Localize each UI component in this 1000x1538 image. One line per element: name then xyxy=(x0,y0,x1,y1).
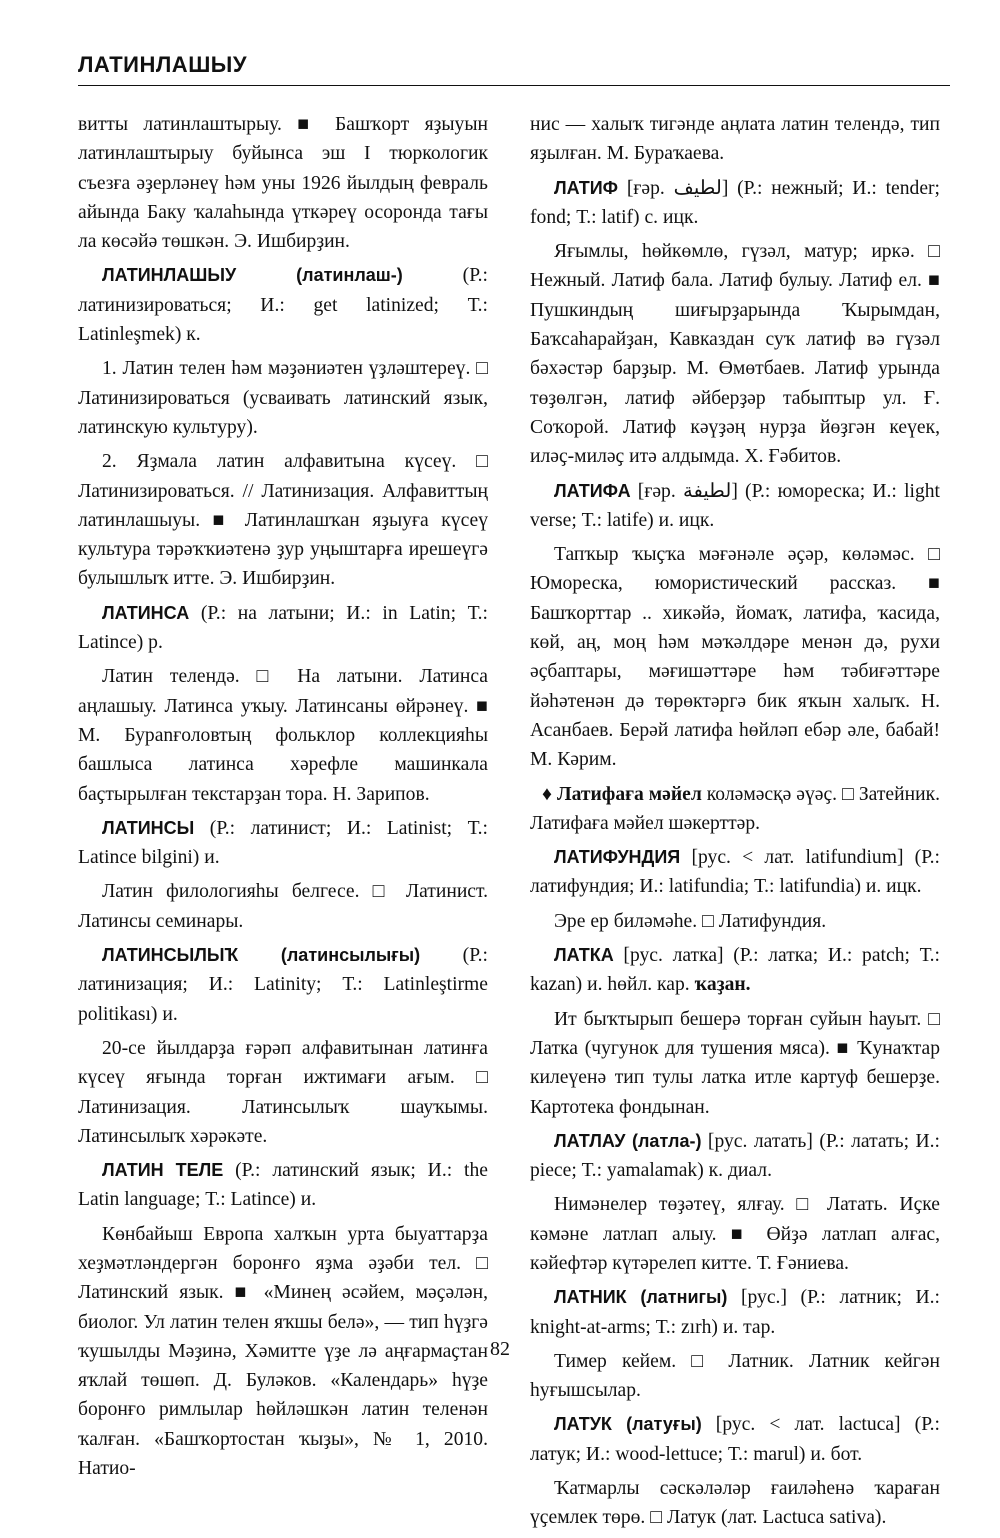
entry-latifa xyxy=(530,477,940,536)
entry-definition: Нимәнелер төҙәтеү, ялғау. □ Латать. Иҫке кәмәне латлап алыу. ■ Өйҙә латлап алғас, кәйефтәр күтәрелеп китте. Т. Ғәниева. xyxy=(530,1194,940,1274)
entry-definition: Ит быҡтырып бешерә торған суйын һауыт. □ Латка (чугунок для тушения мяса). ■ Ҡунаҡтар килеүенә тип тулы латка итле картуф бешерҙе. Картотека фондынан. xyxy=(530,1008,940,1118)
headword: ЛАТКА xyxy=(554,945,614,966)
entry-gloss: (Р.: латинский язык; И.: the Latin language; Т.: Latince) и. xyxy=(78,1160,488,1211)
sense-1: 1. Латин телен һәм мәҙәниәтен үҙләштереү. □ Латинизироваться (усваивать латинский язык, латинскую культуру). xyxy=(78,358,488,438)
entry-gloss: [рус. латка] (Р.: латка; И.: patch; Т.: kazan) и. һөйл. кар. xyxy=(530,945,940,996)
entry-definition: Көнбайыш Европа халҡын урта быуаттарҙа хеҙмәтләндергән боронғо яҙма әҙәби тел. □ Латинский язык. ■ «Минең әсәйем, мәҫәлән, биолог. Ул латин телен яҡшы белә», — тип һүҙгә ҡушылды Мәҙинә, Хәмитте үҙе лә аңғармаҫтан яҡлай төшөп. Д. Буләков. «Календарь» һүҙе боронғо римлылар һөйләшкән латин теленән ҡалған. «Башҡортостан ҡыҙы», № 1, 2010. Натио- xyxy=(78,1223,488,1480)
sense-2: 2. Яҙмала латин алфавитына күсеү. □ Латинизироваться. // Латинизация. Алфавиттың латинлашыуы. ■ Латинлашҡан яҙыуға күсеү культура тәрәҡҡиәтенә ҙур уңыштарға ирешеүгә булышлыҡ итте. Э. Ишбирҙин. xyxy=(78,451,488,590)
entry-gloss: (Р.: латинист; И.: Latinist; Т.: Latince bilgini) и. xyxy=(78,817,488,869)
page-number: 82 xyxy=(490,1338,510,1360)
entry-definition: Латин филологияһы белгесе. □ Латинист. Латинсы семинары. xyxy=(78,881,488,932)
entry-latinlashyu xyxy=(78,261,488,349)
entry-latinsa xyxy=(78,599,488,658)
right-column xyxy=(530,110,940,1538)
entry-latifundiya xyxy=(530,843,940,902)
idiom-gloss: коләмәсқә әүәҫ. □ Затейник. Латифаға мәйел шәкерттәр. xyxy=(530,783,940,834)
headword: ЛАТИФ xyxy=(554,177,619,198)
idiom xyxy=(530,780,940,839)
entry-definition: Тапҡыр ҡыҫҡа мәғәнәле әҫәр, көләмәс. □ Юмореска, юмористический рассказ. ■ Башҡорттар .. хикәйә, йомаҡ, латифа, ҡасида, көй, аң, моң һәм мәҡәлдәре менән дә, рухи әҫбаптары, мәғишәттәре һәм тәбиғәттәре йәһәтенән дә төрөктәргә бик яҡын халыҡ. Н. Асанбаев. Берәй латифа һөйләп ебәр әле, бабай! М. Кәрим. xyxy=(530,544,940,771)
entry-definition: Яғымлы, һөйкөмлө, гүзәл, матур; иркә. □ Нежный. Латиф бала. Латиф булыу. Латиф ел. ■ Пушкиндың шиғырҙарында Ҡырымдан, Баҡсаһарайҙан, Кавказдан суҡ латиф вә гүзәл бәхәстәр барҙыр. М. Өмөтбаев. Латиф урында төҙөлгән, латиф әйберҙәр табыптыр ул. Ғ. Соҡорой. Латиф кәүҙәң нурҙа йөҙгән кеүек, иләҫ-миләҫ итә алдымда. Х. Ғәбитов. xyxy=(530,241,940,468)
entry-definition: Латин телендә. □ На латыни. Латинса аңлашыу. Латинса уҡыу. Латинсаны өйрәнеү. ■ М. Бурanғоловтың фольклор коллекцияһы башлыса латинса хәрефле машинкала баҫтырылған текстарҙан тора. Н. Зарипов. xyxy=(78,666,488,805)
headword: ЛАТИНЛАШЫУ (латинлаш-) xyxy=(102,265,403,286)
left-column xyxy=(78,110,488,1488)
entry-definition: 20-се йылдарҙа ғәрәп алфавитынан латинға күсеү яғында торған ижтимағи ағым. □ Латинизация. Латинсылыҡ шауҡымы. Латинсылыҡ хәрәкәте. xyxy=(78,1037,488,1147)
headword: ЛАТИФА xyxy=(554,480,631,501)
headword: ЛАТИФУНДИЯ xyxy=(554,847,681,868)
entry-definition: Тимер кейем. □ Латник. Латник кейгән һуғышсылар. xyxy=(530,1350,940,1402)
entry-latinsy xyxy=(78,814,488,873)
entry-continuation: витты латинлаштырыу. ■ Башҡорт яҙыуын латинлаштырыу буйынса эш I тюркологик съезға әҙерләнеү һәм уны 1926 йылдың февраль айында Баку ҡалаһында үткәреү осоронда тағы ла көсәйә төшкән. Э. Ишбирҙин. xyxy=(78,114,488,253)
headword: ЛАТЛАУ (латла-) xyxy=(554,1130,702,1151)
entry-gloss: [рус.] (Р.: латник; И.: knight-at-arms; Т.: zırh) и. тар. xyxy=(530,1287,940,1338)
entry-gloss: [рус. < лат. latifundium] (Р.: латифундия; И.: latifundia; Т.: latifundia) и. ицк. xyxy=(530,847,940,898)
entry-latinsylyk xyxy=(78,941,488,1029)
headword: ЛАТНИК (латнигы) xyxy=(554,1287,728,1308)
entry-latlau xyxy=(530,1127,940,1186)
cross-reference: ҡаҙан. xyxy=(694,974,751,996)
entry-gloss: [рус. латать] (Р.: латать; И.: piece; Т.: yamalamak) к. диал. xyxy=(530,1130,940,1182)
header-rule xyxy=(78,85,950,86)
entry-gloss: (Р.: латинизироваться; И.: get latinized; Т.: Latinleşmek) к. xyxy=(78,265,488,346)
entry-latnik xyxy=(530,1283,940,1342)
entry-continuation: нис — халыҡ тигәнде аңлата латин телендә, тип яҙылған. М. Бураҡаева. xyxy=(530,114,940,165)
entry-gloss: (Р.: на латыни; И.: in Latin; Т.: Latince) р. xyxy=(78,602,488,654)
headword: ЛАТУК (латуғы) xyxy=(554,1414,702,1435)
entry-gloss: [ғәр. لطيف] (Р.: нежный; И.: tender; fond; Т.: latif) с. ицк. xyxy=(530,177,940,228)
entry-gloss: [рус. < лат. lactuca] (Р.: латук; И.: wood-lettuce; Т.: marul) и. бот. xyxy=(530,1414,940,1465)
headword: ЛАТИН ТЕЛЕ xyxy=(102,1160,224,1181)
idiom-phrase: ♦ Латифаға мәйел xyxy=(542,783,702,805)
entry-latka xyxy=(530,941,940,1000)
running-header: ЛАТИНЛАШЫУ xyxy=(78,52,248,77)
entry-definition: Ҡатмарлы сәскәләләр ғаиләһенә ҡараған үҫемлек төрө. □ Латук (лат. Lactuca sativa). xyxy=(530,1478,940,1529)
entry-definition: Эре ер биләмәһе. □ Латифундия. xyxy=(554,910,827,932)
entry-gloss: (Р.: латинизация; И.: Latinity; Т.: Latinleştirme politikası) и. xyxy=(78,945,488,1025)
entry-latin-tele xyxy=(78,1156,488,1215)
entry-gloss: [ғәр. لطيفة] (Р.: юмореска; И.: light verse; Т.: latife) и. ицк. xyxy=(530,480,940,531)
headword: ЛАТИНСЫ xyxy=(102,817,195,838)
entry-latuk xyxy=(530,1410,940,1469)
entry-latif xyxy=(530,174,940,233)
headword: ЛАТИНСА xyxy=(102,602,190,623)
headword: ЛАТИНСЫЛЫҠ (латинсылығы) xyxy=(102,945,421,966)
